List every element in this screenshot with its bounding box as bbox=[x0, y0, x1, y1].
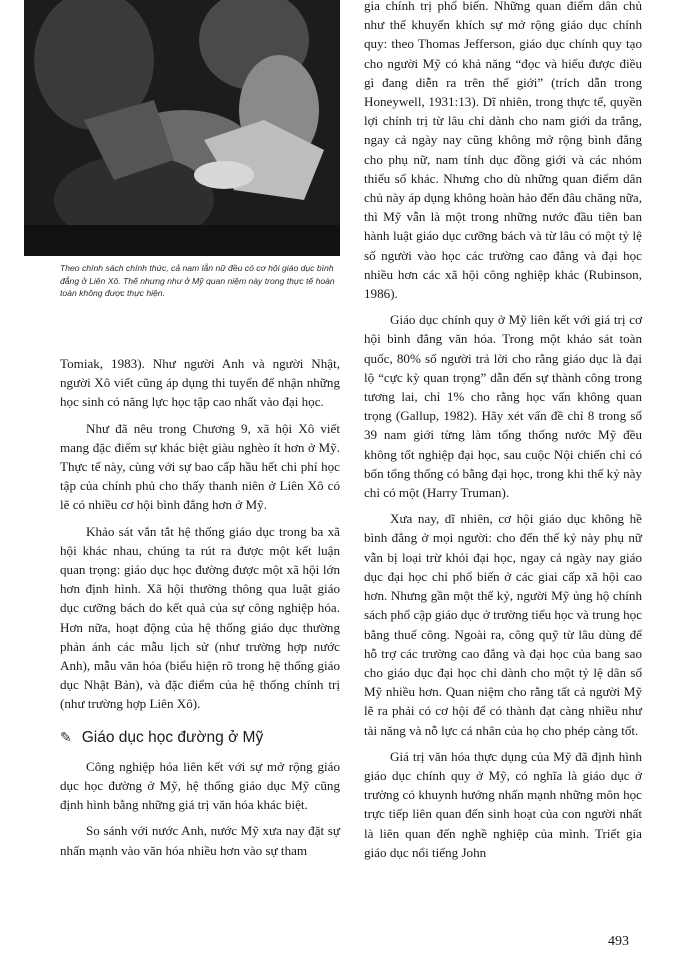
left-paragraph-2: Như đã nêu trong Chương 9, xã hội Xô viết mang đặc điểm sự khác biệt giàu nghèo ít hơn ở Mỹ. Thực tế này, cùng với sự bao cấp hầu hết chi phí học tập của chính phủ cho thấy thanh niên ở Liên Xô có lẽ có nhiều cơ hội bình đẳng hơn ở Mỹ. bbox=[60, 420, 340, 513]
section-marker-icon: ✎ bbox=[60, 728, 72, 745]
section-heading bbox=[60, 728, 340, 747]
left-paragraph-3: Khảo sát vắn tắt hệ thống giáo dục trong ba xã hội khác nhau, chúng ta rút ra được một kết luận quan trọng: giáo dục học đường được một xã hội lớn hơn định hình. Xã hội thường thông qua luật giáo dục cưỡng bách do kết quả của sự công nghiệp hóa. Hơn nữa, hoạt động của hệ thống giáo dục thường phản ánh các mẫu lịch sử (như trường hợp nước Anh), mẫu văn hóa (biểu hiện rõ trong hệ thống giáo dục Nhật Bản), và đặc điểm của hệ thống chính trị (như trường hợp Liên Xô). bbox=[60, 523, 340, 712]
right-column bbox=[364, 0, 642, 862]
left-column bbox=[60, 354, 340, 860]
page-number: 493 bbox=[608, 934, 629, 949]
photo-caption: Theo chính sách chính thức, cả nam lẫn nữ đều có cơ hội giáo dục bình đẳng ở Liên Xô. Thế nhưng như ở Mỹ quan niệm này trong thực tế hoàn toàn không được thực hiện. bbox=[60, 263, 335, 299]
classroom-photo bbox=[24, 0, 340, 256]
right-paragraph-4: Giá trị văn hóa thực dụng của Mỹ đã định hình giáo dục chính quy ở Mỹ, có nghĩa là giáo dục ở trường có khuynh hướng nhấn mạnh những môn học trực tiếp liên quan đến sinh hoạt của con người nhất là liên quan đến nghề nghiệp của mình. Triết gia giáo dục nổi tiếng John bbox=[364, 748, 642, 860]
left-paragraph-4: Công nghiệp hóa liên kết với sự mở rộng giáo dục học đường ở Mỹ, hệ thống giáo dục Mỹ cũng định hình bằng những giá trị văn hóa khác biệt. bbox=[60, 758, 340, 813]
left-paragraph-1: Tomiak, 1983). Như người Anh và người Nhật, người Xô viết cũng áp dụng thi tuyển để nhận những học sinh có năng lực học tập cao nhất vào đại học. bbox=[60, 356, 340, 410]
right-paragraph-1: gia chính trị phổ biến. Những quan điểm dân chủ như thế khuyến khích sự mở rộng giáo dục chính quy: theo Thomas Jefferson, giáo dục chính quy tạo cho người Mỹ có khả năng “đọc và hiểu được điều gì đang diễn ra trên thế giới” (trích dẫn trong Honeywell, 1931:13). Dĩ nhiên, trong thực tế, quyền lợi chính trị từ lâu chỉ dành cho nam giới da trắng, ngay cả ngày nay cũng không mở rộng bình đẳng cho phụ nữ, nam tính dục đồng giới và các nhóm thiểu số khác. Nhưng cho dù những quan điểm dân chủ này áp dụng không hoàn hảo đến đâu chăng nữa, thì Mỹ vẫn là một trong những nước đầu tiên ban hành luật giáo dục cưỡng bách và từ lâu có một tỷ lệ số người vào học các trường cao đẳng và đại học nhiều hơn các xã hội công nghiệp khác (Rubinson, 1986). bbox=[364, 0, 642, 302]
right-paragraph-2: Giáo dục chính quy ở Mỹ liên kết với giá trị cơ hội bình đẳng văn hóa. Trong một khảo sát toàn quốc, 80% số người trả lời cho rằng giáo dục là đại lộ “cực kỳ quan trọng” dẫn đến sự thành công trong tương lai, chỉ 1% cho rằng học vấn không quan trọng (Gallup, 1982). Hãy xét vấn đề chỉ 8 trong số 39 nam giới từng làm tổng thống nước Mỹ đều không tốt nghiệp đại học, sau cuộc Nội chiến chỉ có bốn tổng thống có bằng đại học, trong khi thế kỷ này chỉ có một (Harry Truman). bbox=[364, 312, 642, 501]
section-heading-text: Giáo dục học đường ở Mỹ bbox=[81, 728, 264, 746]
photo-illustration bbox=[24, 0, 340, 256]
left-paragraph-5: So sánh với nước Anh, nước Mỹ xưa nay đặt sự nhấn mạnh vào văn hóa nhiều hơn vào sự tham bbox=[60, 823, 340, 858]
right-paragraph-3: Xưa nay, dĩ nhiên, cơ hội giáo dục không hề bình đẳng ở mọi người: cho đến thế kỷ này phụ nữ vẫn bị loại trừ khỏi đại học, ngay cả ngày nay giáo dục đại học chỉ phổ biến ở các giai cấp xã hội cao hơn. Nhưng gần một thế kỷ, người Mỹ ủng hộ chính sách phổ cập giáo dục ở trường tiểu học và trung học bằng thuế công. Ngoài ra, công quỹ từ lâu dùng để hỗ trợ các trường cao đẳng và đại học của bang sao cho giáo dục đại học chỉ dành cho một tỷ lệ dân số Mỹ nhiều hơn. Quan niệm cho rằng tất cả người Mỹ lẽ ra phải có cơ hội để có thành đạt càng nhiều như tài năng và nỗ lực cá nhân của họ cho phép càng tốt. bbox=[364, 511, 643, 738]
